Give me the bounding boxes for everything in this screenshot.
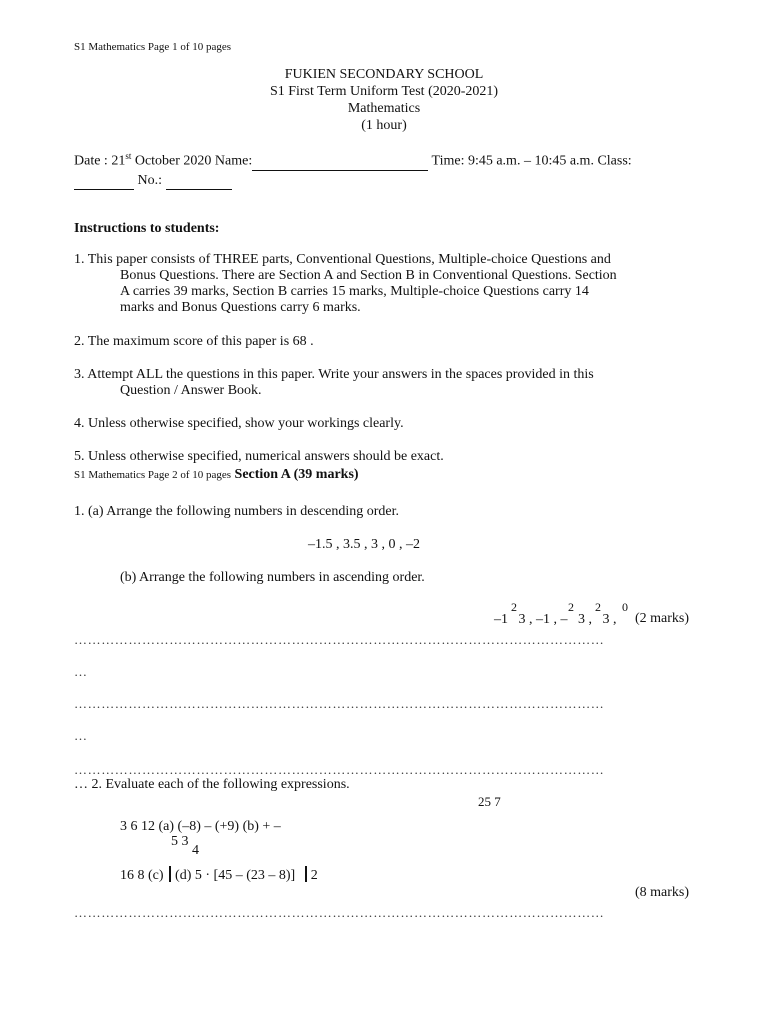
question-2-line-1: 3 6 12 (a) (–8) – (+9) (b) + –	[120, 819, 281, 834]
date-label: Date : 21	[74, 153, 126, 169]
page-header: S1 Mathematics Page 1 of 10 pages	[74, 41, 232, 53]
question-1a-numbers: –1.5 , 3.5 , 3 , 0 , –2	[308, 537, 420, 552]
question-1a: 1. (a) Arrange the following numbers in descending order.	[74, 504, 400, 519]
absolute-bar-icon	[169, 866, 171, 882]
instruction-1-line-2: Bonus Questions. There are Section A and Section B in Conventional Questions. Section	[120, 268, 617, 283]
question-1b-numbers: –1 3 , –1 , – 3 , 3 ,	[494, 612, 617, 627]
question-2c: 16 8 (c)	[120, 868, 168, 883]
question-1-marks: (2 marks)	[635, 611, 690, 626]
question-2d-exponent: 2	[310, 868, 318, 883]
answer-line: ………………………………………………………………………………………………………	[74, 696, 605, 711]
answer-line-end: …	[74, 664, 88, 679]
section-a-title: Section A (39 marks)	[234, 467, 359, 482]
absolute-bar-icon	[305, 866, 307, 882]
question-2-marks: (8 marks)	[635, 885, 690, 900]
duration: (1 hour)	[361, 118, 407, 133]
no-field[interactable]	[166, 173, 232, 190]
instruction-1-line-4: marks and Bonus Questions carry 6 marks.	[120, 300, 361, 315]
answer-line: ………………………………………………………………………………………………………	[74, 762, 605, 777]
instructions-heading: Instructions to students:	[74, 221, 220, 236]
subject: Mathematics	[347, 101, 421, 116]
question-2-top-numbers: 25 7	[478, 794, 501, 809]
answer-line: ………………………………………………………………………………………………………	[74, 632, 605, 647]
date-name-row	[74, 151, 632, 171]
question-2-line-2: 5 3	[171, 834, 189, 849]
time-class-label: Time: 9:45 a.m. – 10:45 a.m. Class:	[428, 153, 632, 169]
no-label: No.:	[134, 173, 166, 188]
test-title: S1 First Term Uniform Test (2020-2021)	[269, 84, 499, 99]
question-2-line-3	[120, 866, 318, 884]
instruction-3-line-1: 3. Attempt ALL the questions in this paper. Write your answers in the spaces provided in this	[74, 367, 594, 382]
question-1b-superscripts: 2 2 2 0	[511, 600, 628, 614]
instruction-1-line-3: A carries 39 marks, Section B carries 15 marks, Multiple-choice Questions carry 14	[120, 284, 589, 299]
question-2d: (d) 5 · [45 – (23 – 8)]	[175, 868, 299, 883]
instruction-2: 2. The maximum score of this paper is 68 .	[74, 334, 314, 349]
instruction-3-line-2: Question / Answer Book.	[120, 383, 262, 398]
instruction-1-line-1: 1. This paper consists of THREE parts, Conventional Questions, Multiple-choice Questions and	[74, 252, 611, 267]
date-rest: October 2020 Name:	[131, 153, 253, 169]
name-field[interactable]	[252, 154, 428, 171]
page2-header: S1 Mathematics Page 2 of 10 pages	[74, 469, 232, 481]
answer-line: ………………………………………………………………………………………………………	[74, 905, 605, 920]
class-field[interactable]	[74, 173, 134, 190]
answer-line-end: …	[74, 728, 88, 743]
question-1b: (b) Arrange the following numbers in ascending order.	[120, 570, 425, 585]
question-2: … 2. Evaluate each of the following expressions.	[74, 777, 350, 792]
instruction-4: 4. Unless otherwise specified, show your workings clearly.	[74, 416, 404, 431]
school-name: FUKIEN SECONDARY SCHOOL	[284, 67, 484, 82]
class-no-row	[74, 173, 232, 190]
instruction-5: 5. Unless otherwise specified, numerical answers should be exact.	[74, 449, 444, 464]
page2-header-row	[74, 467, 359, 483]
question-2-line-2-sub: 4	[192, 843, 199, 858]
date-sup: st	[125, 151, 132, 161]
